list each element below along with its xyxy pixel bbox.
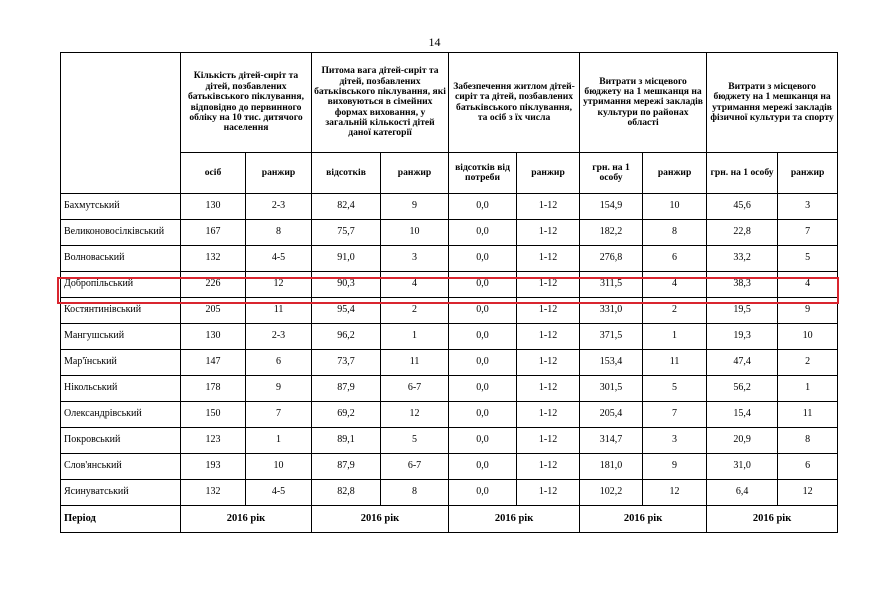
table-cell: 5: [643, 376, 707, 402]
table-cell: 276,8: [580, 246, 643, 272]
table-cell: 73,7: [312, 350, 381, 376]
district-name: Нікольський: [61, 376, 181, 402]
table-cell: 150: [181, 402, 246, 428]
table-cell: 4: [778, 272, 838, 298]
table-cell: 56,2: [707, 376, 778, 402]
subheader-cell: грн. на 1 особу: [580, 153, 643, 194]
table-cell: 1-12: [517, 246, 580, 272]
table-cell: 95,4: [312, 298, 381, 324]
table-cell: 69,2: [312, 402, 381, 428]
table-cell: 0,0: [449, 220, 517, 246]
district-name: Слов'янський: [61, 454, 181, 480]
table-cell: 9: [246, 376, 312, 402]
table-cell: 205,4: [580, 402, 643, 428]
table-cell: 20,9: [707, 428, 778, 454]
table-cell: 147: [181, 350, 246, 376]
table-cell: 0,0: [449, 194, 517, 220]
table-cell: 0,0: [449, 324, 517, 350]
header-housing: Забезпечення житлом дітей-сиріт та дітей, позбавлених батьківського піклування, та осіб з їх числа: [449, 53, 580, 153]
table-cell: 2-3: [246, 194, 312, 220]
district-name: Мар'їнський: [61, 350, 181, 376]
table-cell: 11: [778, 402, 838, 428]
period-cell: 2016 рік: [580, 506, 707, 533]
table-cell: 4: [381, 272, 449, 298]
table-cell: 9: [381, 194, 449, 220]
district-indicators-table: [60, 52, 838, 533]
table-cell: 4: [643, 272, 707, 298]
table-cell: 1-12: [517, 454, 580, 480]
table-cell: 1-12: [517, 350, 580, 376]
table-cell: 167: [181, 220, 246, 246]
table-cell: 1-12: [517, 220, 580, 246]
subheader-cell: ранжир: [517, 153, 580, 194]
table-cell: 1-12: [517, 428, 580, 454]
table-cell: 6: [643, 246, 707, 272]
table-cell: 0,0: [449, 428, 517, 454]
table-cell: 82,8: [312, 480, 381, 506]
table-cell: 130: [181, 194, 246, 220]
table-cell: 1: [643, 324, 707, 350]
period-cell: 2016 рік: [707, 506, 838, 533]
district-name: Покровський: [61, 428, 181, 454]
header-row-groups: [61, 53, 838, 153]
period-row: [61, 506, 838, 533]
table-cell: 3: [643, 428, 707, 454]
table-cell: 87,9: [312, 376, 381, 402]
table-cell: 1: [246, 428, 312, 454]
table-cell: 11: [246, 298, 312, 324]
table-cell: 10: [778, 324, 838, 350]
table-row: [61, 298, 838, 324]
district-name: Великоновосілківський: [61, 220, 181, 246]
subheader-cell: відсотків: [312, 153, 381, 194]
table-cell: 4-5: [246, 246, 312, 272]
table-cell: 1-12: [517, 298, 580, 324]
subheader-cell: грн. на 1 особу: [707, 153, 778, 194]
table-cell: 123: [181, 428, 246, 454]
district-name: Ясинуватський: [61, 480, 181, 506]
table-cell: 371,5: [580, 324, 643, 350]
table-cell: 89,1: [312, 428, 381, 454]
district-name: Волноваський: [61, 246, 181, 272]
table-cell: 1-12: [517, 402, 580, 428]
table-cell: 0,0: [449, 454, 517, 480]
subheader-cell: осіб: [181, 153, 246, 194]
district-name: Костянтинівський: [61, 298, 181, 324]
table-cell: 301,5: [580, 376, 643, 402]
subheader-cell: ранжир: [778, 153, 838, 194]
table-cell: 2: [778, 350, 838, 376]
table-cell: 75,7: [312, 220, 381, 246]
table-cell: 12: [246, 272, 312, 298]
table-cell: 96,2: [312, 324, 381, 350]
table-cell: 5: [778, 246, 838, 272]
page-number: 14: [428, 35, 441, 49]
subheader-cell: ранжир: [643, 153, 707, 194]
table-cell: 6: [778, 454, 838, 480]
table-cell: 2-3: [246, 324, 312, 350]
table-cell: 2: [381, 298, 449, 324]
table-cell: 7: [643, 402, 707, 428]
table-cell: 8: [778, 428, 838, 454]
table-cell: 4-5: [246, 480, 312, 506]
table-row: [61, 402, 838, 428]
header-culture-spending: Витрати з місцевого бюджету на 1 мешканця на утримання мережі закладів культури по районах області: [580, 53, 707, 153]
table-cell: 2: [643, 298, 707, 324]
table-cell: 1-12: [517, 480, 580, 506]
subheader-cell: ранжир: [246, 153, 312, 194]
table-cell: 12: [643, 480, 707, 506]
table-row: [61, 324, 838, 350]
table-cell: 7: [246, 402, 312, 428]
header-family-care-share: Питома вага дітей-сиріт та дітей, позбавлених батьківського піклування, які виховуються в сімейних формах виховання, у загальній кількості дітей даної категорії: [312, 53, 449, 153]
table-cell: 1: [778, 376, 838, 402]
table-cell: 331,0: [580, 298, 643, 324]
table-cell: 6,4: [707, 480, 778, 506]
table-cell: 11: [643, 350, 707, 376]
table-cell: 8: [246, 220, 312, 246]
period-cell: 2016 рік: [312, 506, 449, 533]
table-row: [61, 454, 838, 480]
table-cell: 5: [381, 428, 449, 454]
table-cell: 9: [643, 454, 707, 480]
period-label: Період: [61, 506, 181, 533]
subheader-cell: ранжир: [381, 153, 449, 194]
header-district: [61, 53, 181, 194]
table-cell: 205: [181, 298, 246, 324]
table-cell: 8: [643, 220, 707, 246]
table-cell: 12: [778, 480, 838, 506]
table-cell: 33,2: [707, 246, 778, 272]
table-row: [61, 376, 838, 402]
table-cell: 6-7: [381, 454, 449, 480]
table-cell: 45,6: [707, 194, 778, 220]
table-cell: 178: [181, 376, 246, 402]
table-cell: 226: [181, 272, 246, 298]
table-cell: 0,0: [449, 402, 517, 428]
table-cell: 19,3: [707, 324, 778, 350]
table-row: [61, 246, 838, 272]
table-cell: 47,4: [707, 350, 778, 376]
table-cell: 1: [381, 324, 449, 350]
district-name: Олександрівський: [61, 402, 181, 428]
table-cell: 182,2: [580, 220, 643, 246]
subheader-cell: відсотків від потреби: [449, 153, 517, 194]
table-cell: 0,0: [449, 480, 517, 506]
table-cell: 12: [381, 402, 449, 428]
table-cell: 22,8: [707, 220, 778, 246]
table-cell: 314,7: [580, 428, 643, 454]
table-cell: 19,5: [707, 298, 778, 324]
table-cell: 3: [381, 246, 449, 272]
table-cell: 102,2: [580, 480, 643, 506]
table-row: [61, 220, 838, 246]
table-cell: 10: [246, 454, 312, 480]
table-cell: 3: [778, 194, 838, 220]
table-cell: 31,0: [707, 454, 778, 480]
table-cell: 130: [181, 324, 246, 350]
table-cell: 6: [246, 350, 312, 376]
table-cell: 154,9: [580, 194, 643, 220]
district-name: Бахмутський: [61, 194, 181, 220]
table-cell: 11: [381, 350, 449, 376]
table-row: [61, 350, 838, 376]
table-row: [61, 194, 838, 220]
period-cell: 2016 рік: [181, 506, 312, 533]
table-cell: 0,0: [449, 246, 517, 272]
district-name: Добропільський: [61, 272, 181, 298]
table-cell: 193: [181, 454, 246, 480]
table-cell: 6-7: [381, 376, 449, 402]
table-row: [61, 480, 838, 506]
table-cell: 8: [381, 480, 449, 506]
table-cell: 91,0: [312, 246, 381, 272]
table-cell: 132: [181, 480, 246, 506]
table-row: [61, 428, 838, 454]
table-cell: 0,0: [449, 272, 517, 298]
table-cell: 90,3: [312, 272, 381, 298]
table-cell: 1-12: [517, 272, 580, 298]
table-cell: 10: [381, 220, 449, 246]
table-cell: 153,4: [580, 350, 643, 376]
table-cell: 15,4: [707, 402, 778, 428]
table-cell: 0,0: [449, 298, 517, 324]
table-cell: 132: [181, 246, 246, 272]
table-cell: 10: [643, 194, 707, 220]
table-cell: 0,0: [449, 376, 517, 402]
table-cell: 1-12: [517, 324, 580, 350]
table-cell: 1-12: [517, 376, 580, 402]
table-cell: 311,5: [580, 272, 643, 298]
table-row: [61, 272, 838, 298]
table-cell: 7: [778, 220, 838, 246]
header-orphans-count: Кількість дітей-сиріт та дітей, позбавлених батьківського піклування, відповідно до первинного обліку на 10 тис. дитячого населення: [181, 53, 312, 153]
table-cell: 181,0: [580, 454, 643, 480]
table-cell: 87,9: [312, 454, 381, 480]
table-cell: 82,4: [312, 194, 381, 220]
table-cell: 38,3: [707, 272, 778, 298]
table-cell: 1-12: [517, 194, 580, 220]
header-sport-spending: Витрати з місцевого бюджету на 1 мешканця на утримання мережі закладів фізичної культури та спорту: [707, 53, 838, 153]
period-cell: 2016 рік: [449, 506, 580, 533]
table-cell: 9: [778, 298, 838, 324]
table-cell: 0,0: [449, 350, 517, 376]
district-name: Мангушський: [61, 324, 181, 350]
